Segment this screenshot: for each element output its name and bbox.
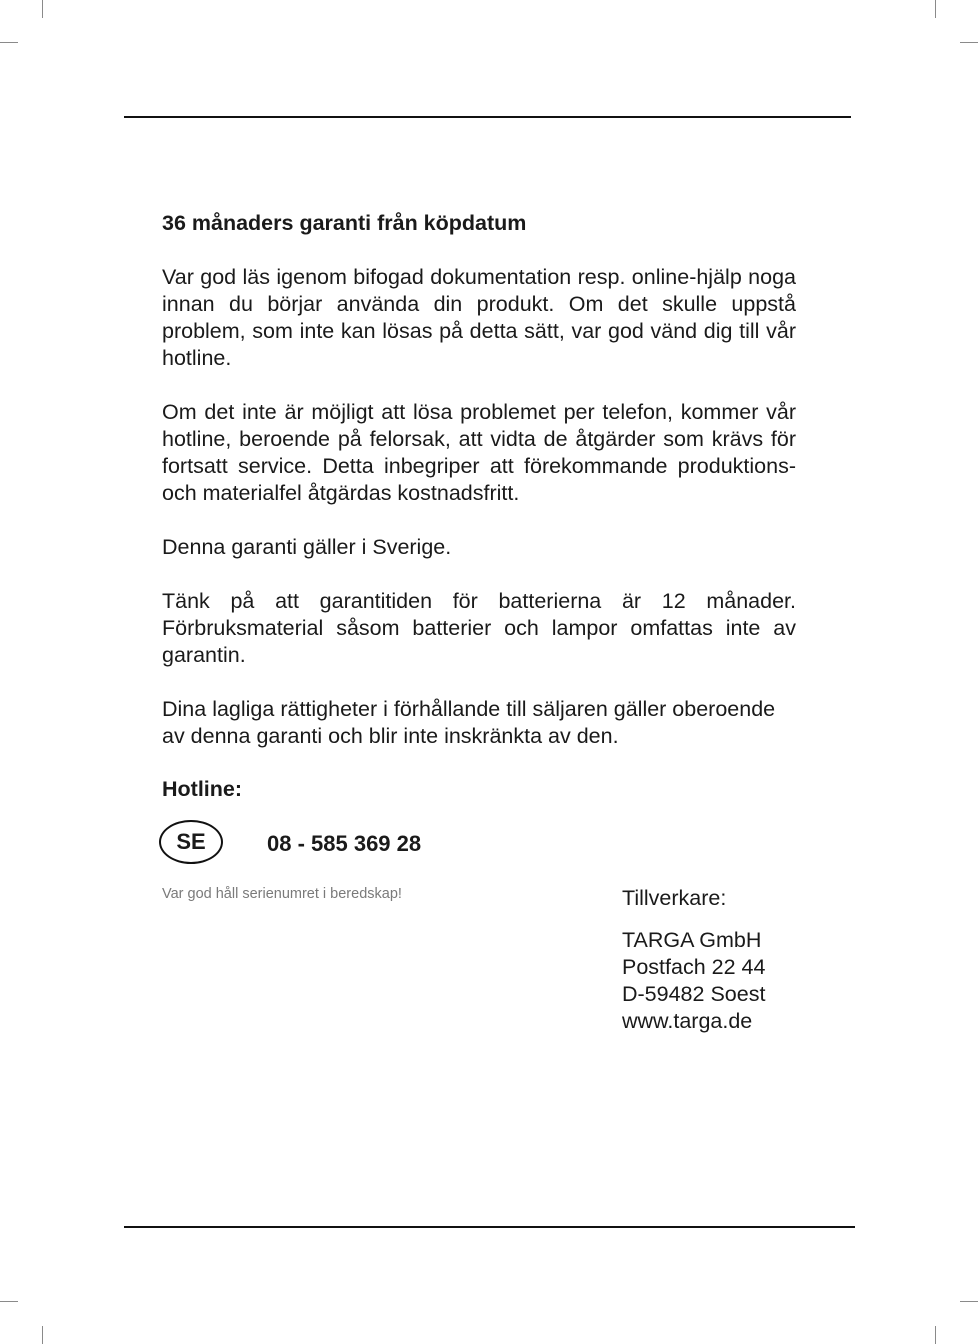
crop-mark [0,1301,18,1302]
crop-mark [42,1326,43,1344]
warranty-text [162,210,796,777]
country-code-badge: SE [159,820,223,864]
manufacturer-label: Tillverkare: [622,886,727,910]
hotline-label: Hotline: [162,777,243,801]
paragraph-scope: Denna garanti gäller i Sverige. [162,535,452,559]
crop-mark [935,1326,936,1344]
serial-number-note: Var god håll serienumret i beredskap! [162,886,402,902]
paragraph-documentation: Var god läs igenom bifogad dokumentation resp. online-hjälp noga innan du börjar använda din produkt. Om det skulle uppstå problem, som inte kan lösas på detta sätt, var god vänd dig till vår hotline. [162,265,796,370]
crop-mark [42,0,43,18]
crop-mark [960,42,978,43]
manufacturer-block [622,885,765,1035]
footer-rule [124,1226,855,1228]
manufacturer-website: www.targa.de [622,1009,753,1033]
manufacturer-postbox: Postfach 22 44 [622,955,766,979]
paragraph-service: Om det inte är möjligt att lösa problemet per telefon, kommer vår hotline, beroende på felorsak, att vidta de åtgärder som krävs för fortsatt service. Detta inbegriper att förekommande produktions- och materialfel åtgärdas kostnadsfritt. [162,400,796,505]
header-rule [124,116,851,118]
paragraph-batteries: Tänk på att garantitiden för batterierna är 12 månader. Förbruksmaterial såsom batterier och lampor omfattas inte av garantin. [162,589,796,667]
paragraph-legal-rights: Dina lagliga rättigheter i förhållande till säljaren gäller oberoende av denna garanti och blir inte inskränkta av den. [162,697,776,748]
page-title: 36 månaders garanti från köpdatum [162,211,527,235]
hotline-phone-number: 08 - 585 369 28 [267,831,422,856]
crop-mark [935,0,936,18]
manufacturer-city: D-59482 Soest [622,982,766,1006]
manufacturer-name: TARGA GmbH [622,928,762,952]
crop-mark [960,1301,978,1302]
crop-mark [0,42,18,43]
